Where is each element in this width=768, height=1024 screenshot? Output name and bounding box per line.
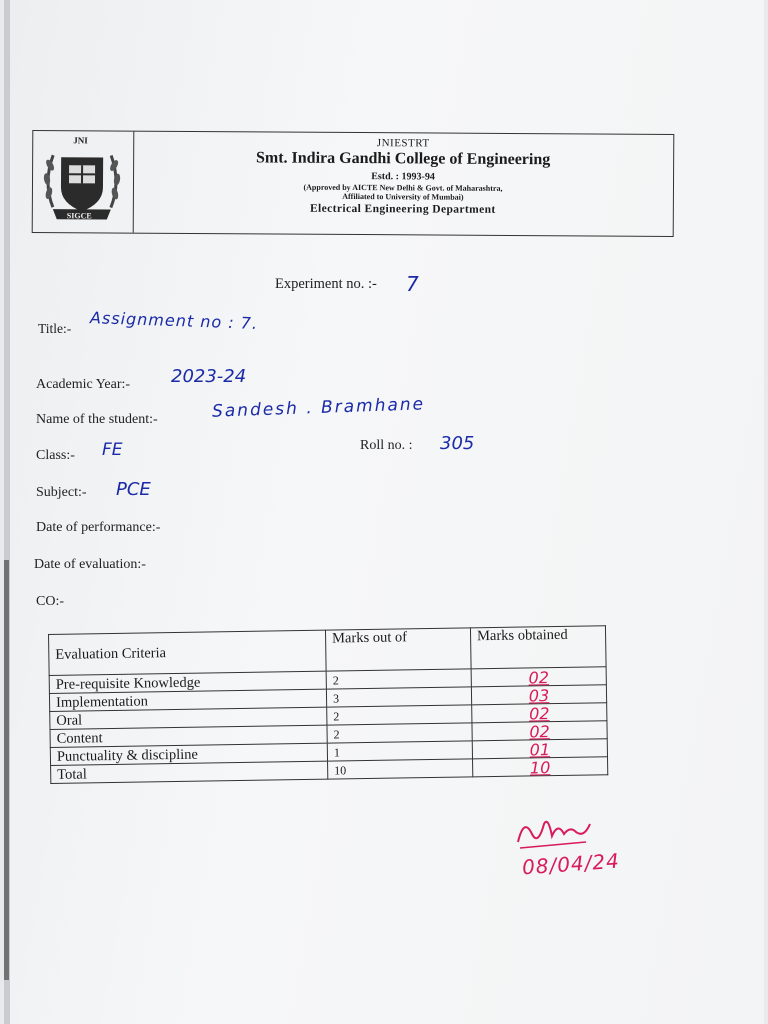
- roll-no-label: Roll no. :: [360, 438, 413, 453]
- logo-cell: [33, 131, 135, 233]
- department-name: Electrical Engineering Department: [309, 202, 496, 216]
- obtained-cell: 02: [471, 667, 606, 687]
- academic-year-label: Academic Year:-: [36, 377, 131, 392]
- out-of-cell: 1: [327, 741, 472, 761]
- out-of-cell: 2: [327, 723, 472, 743]
- criteria-cell: Punctuality & discipline: [50, 743, 327, 765]
- co-label: CO:-: [36, 594, 64, 609]
- header-marks-out-of: Marks out of: [325, 628, 471, 671]
- approval-text: (Approved by AICTE New Delhi & Govt. of Maharashtra,: [303, 182, 503, 193]
- experiment-value: 7: [406, 272, 419, 296]
- class-value: FE: [102, 440, 123, 460]
- evaluation-table: [48, 625, 608, 784]
- signature-date: 08/04/24: [521, 848, 621, 880]
- out-of-cell: 2: [326, 669, 471, 689]
- academic-year-value: 2023-24: [171, 366, 247, 387]
- criteria-cell: Total: [51, 761, 328, 783]
- out-of-cell: 10: [328, 759, 473, 779]
- affiliation-text: Affiliated to University of Mumbai): [342, 191, 464, 202]
- date-of-performance-label: Date of performance:-: [36, 520, 161, 535]
- criteria-cell: Implementation: [49, 689, 326, 711]
- obtained-cell: 01: [472, 739, 607, 759]
- date-of-evaluation-label: Date of evaluation:-: [34, 557, 146, 572]
- criteria-cell: Pre-requisite Knowledge: [49, 671, 326, 693]
- obtained-cell: 02: [472, 721, 607, 741]
- roll-no-value: 305: [440, 433, 475, 454]
- establishment-year: Estd. : 1993-94: [371, 171, 435, 183]
- logo-bottom-text: SIGCE: [66, 211, 92, 221]
- student-name-label: Name of the student:-: [36, 412, 158, 427]
- page-shadow: [4, 560, 9, 980]
- header-text-block: [133, 132, 674, 236]
- header-marks-obtained: Marks obtained: [470, 626, 606, 669]
- class-label: Class:-: [36, 448, 75, 463]
- document-page: [4, 0, 764, 1024]
- criteria-cell: Content: [50, 725, 327, 747]
- obtained-cell: 02: [472, 703, 607, 723]
- society-name: JNIESTRT: [376, 137, 430, 150]
- obtained-cell: 10: [473, 757, 608, 777]
- experiment-label: Experiment no. :-: [275, 276, 377, 292]
- title-value: Assignment no : 7.: [89, 308, 259, 333]
- title-label: Title:-: [38, 321, 72, 336]
- college-header: [32, 130, 675, 237]
- out-of-cell: 2: [327, 705, 472, 725]
- obtained-cell: 03: [471, 685, 606, 705]
- college-name: Smt. Indira Gandhi College of Engineering: [255, 149, 551, 169]
- teacher-signature-icon: [514, 812, 594, 852]
- subject-label: Subject:-: [36, 485, 87, 500]
- header-criteria: Evaluation Criteria: [49, 630, 327, 675]
- subject-value: PCE: [116, 479, 151, 500]
- criteria-cell: Oral: [50, 707, 327, 729]
- student-name-value: Sandesh . Bramhane: [211, 394, 426, 422]
- logo-top-text: JNI: [73, 135, 88, 146]
- out-of-cell: 3: [326, 687, 471, 707]
